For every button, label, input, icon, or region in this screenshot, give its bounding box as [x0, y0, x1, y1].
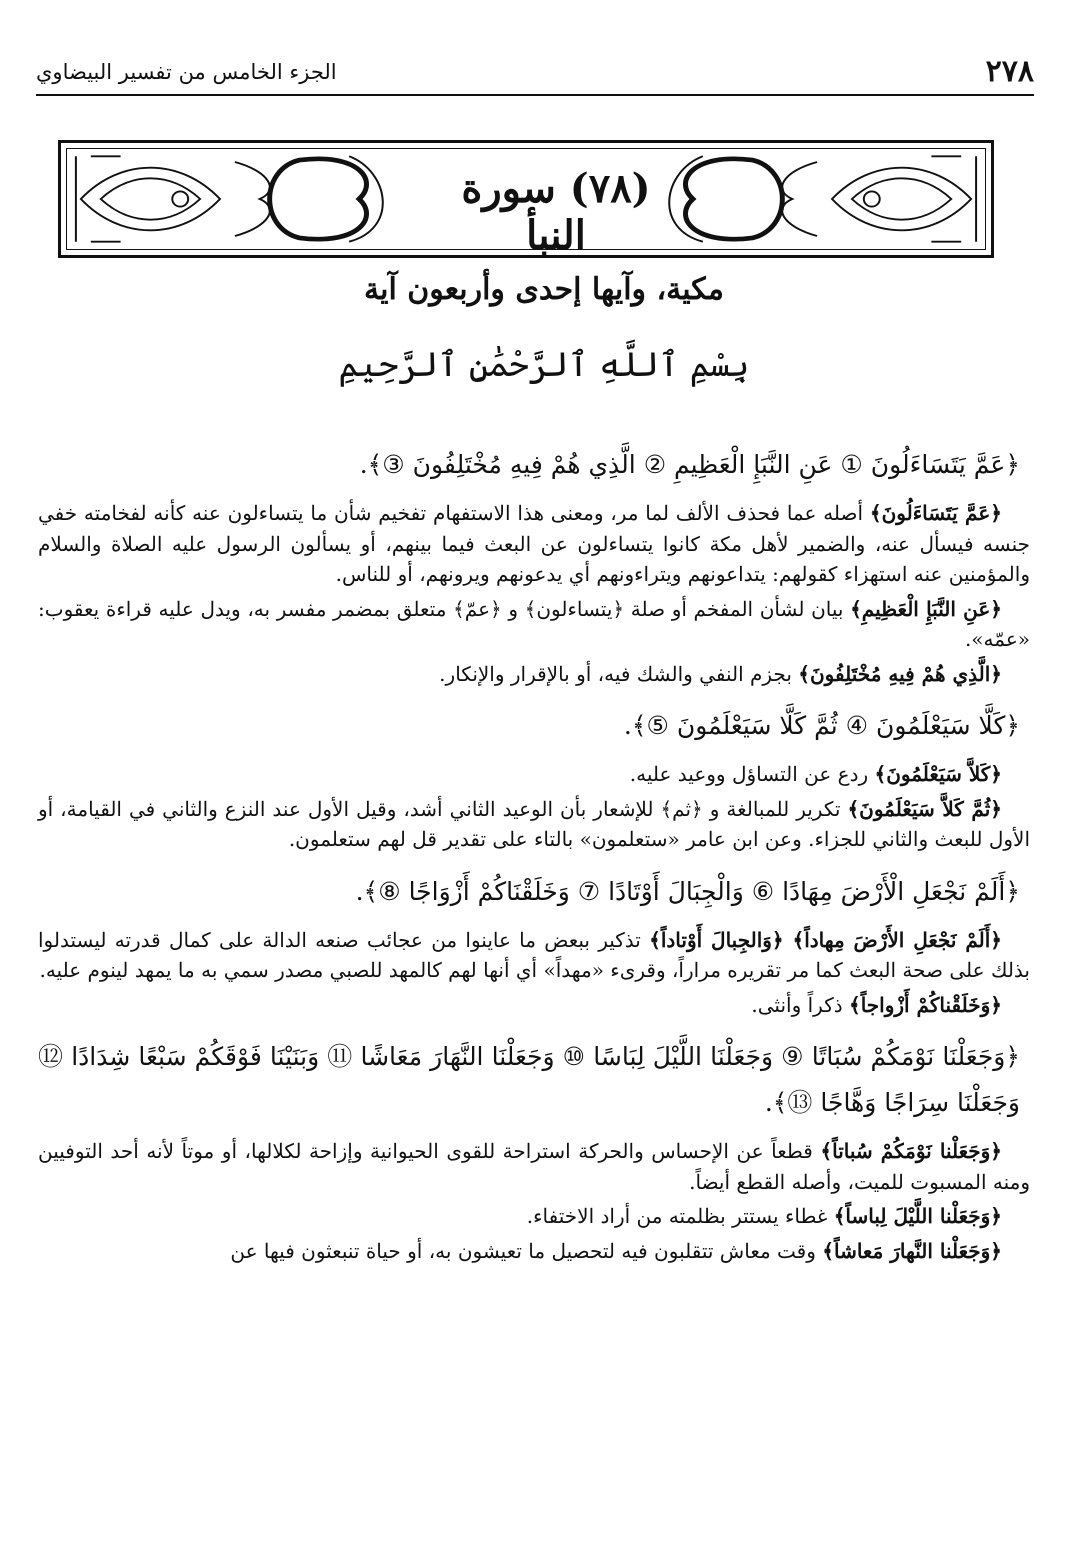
quoted-verse: ﴿كَلاَّ سَيَعْلَمُونَ﴾ [874, 762, 1002, 786]
page-number: ٢٧٨ [985, 54, 1034, 89]
quoted-verse: ﴿وَجَعَلْنا نَوْمَكُمْ سُباتاً﴾ [820, 1139, 1003, 1163]
quoted-verse: ﴿وَخَلَقْناكُمْ أَزْواجاً﴾ [848, 992, 1002, 1017]
commentary-text: ردع عن التساؤل ووعيد عليه. [629, 762, 875, 786]
commentary-text: ذكراً وأنثى. [751, 992, 849, 1017]
verse-line: ﴿أَلَمْ نَجْعَلِ الْأَرْضَ مِهَادًا ⑥ وَالْجِبَالَ أَوْتَادًا ⑦ وَخَلَقْنَاكُمْ أَزْوَاجًا ⑧﴾. [355, 876, 1020, 906]
verse-line: ﴿وَجَعَلْنَا نَوْمَكُمْ سُبَاتًا ⑨ وَجَعَلْنَا اللَّيْلَ لِبَاسًا ⑩ وَجَعَلْنَا النَّهَارَ مَعَاشًا ⑪ وَبَنَيْنَا فَوْقَكُمْ سَبْعًا شِدَادًا ⑫ وَجَعَلْنَا سِرَاجًا وَهَّاجًا ⑬﴾. [38, 1042, 1020, 1117]
commentary-paragraph [38, 1136, 1030, 1197]
commentary-text: أصله عما فحذف الألف لما مر، ومعنى هذا الاستفهام تفخيم شأن ما يتساءلون عنه كأنه لفخامته خفي جنسه فيسأل عنه، والضمير لأهل مكة كانوا يتساءلون عن البعث فيما بينهم، أو يسألون الرسول عليه الصلاة والسلام والمؤمنين عنه استهزاء كقولهم: يتداعونهم ويتراءونهم أي يدعونهم ويرونهم، أو للناس. [38, 501, 1030, 586]
commentary-text: بيان لشأن المفخم أو صلة ﴿يتساءلون﴾ و ﴿عمّ﴾ متعلق بمضمر مفسر به، ويدل عليه قراءة يعقوب: «عمّه». [38, 596, 1030, 651]
running-title: الجزء الخامس من تفسير البيضاوي [36, 60, 337, 84]
header-rule [36, 94, 1034, 96]
quoted-verse: ﴿وَجَعَلْنا النَّهارَ مَعاشاً﴾ [822, 1238, 1002, 1263]
commentary-paragraph [38, 990, 1030, 1021]
commentary-paragraph [38, 925, 1030, 986]
quoted-verse: ﴿أَلَمْ نَجْعَلِ الأَرْضَ مِهاداً﴾ ﴿وَالجِبالَ أَوْتاداً﴾ [649, 927, 1003, 952]
commentary-paragraph [38, 659, 1030, 690]
surah-subtitle: مكية، وآيها إحدى وأربعون آية [364, 272, 724, 307]
surah-title: (٧٨) سورة النبأ [461, 165, 651, 259]
verse-line: ﴿عَمَّ يَتَسَاءَلُونَ ① عَنِ النَّبَإِ الْعَظِيمِ ② الَّذِي هُمْ فِيهِ مُخْتَلِفُونَ ③﴾. [359, 450, 1020, 479]
commentary-text: بجزم النفي والشك فيه، أو بالإقرار والإنكار. [439, 661, 799, 686]
commentary-text: قطعاً عن الإحساس والحركة استراحة للقوى الحيوانية وإزاحة لكلالها، أو موتاً لأنه أحد التوفيين ومنه المسبوت للميت، وأصله القطع أيضاً. [38, 1139, 1030, 1194]
quoted-verse: ﴿عَنِ النَّبَإِ الْعَظِيمِ﴾ [850, 596, 1002, 621]
commentary-paragraph [38, 759, 1030, 790]
commentary-paragraph [38, 1201, 1030, 1232]
surah-banner [58, 140, 994, 258]
quoted-verse: ﴿عَمَّ يَتَسَاءَلُونَ﴾ [869, 501, 1002, 525]
commentary-paragraph [38, 594, 1030, 655]
commentary-text: تكرير للمبالغة و ﴿ثم﴾ للإشعار بأن الوعيد الثاني أشد، وقيل الأول عند النزع والثاني في القيامة، أو الأول للبعث والثاني للجزاء. وعن ابن عامر «ستعلمون» بالتاء على تقدير قل لهم ستعلمون. [38, 796, 1030, 851]
verse-line: ﴿كَلَّا سَيَعْلَمُونَ ④ ثُمَّ كَلَّا سَيَعْلَمُونَ ⑤﴾. [623, 711, 1020, 740]
commentary-text: تذكير ببعض ما عاينوا من عجائب صنعه الدالة على كمال قدرته ليستدلوا بذلك على صحة البعث كما مر تقريره مراراً، وقرىء «مهداً» أي أنها لهم كالمهد للصبي مصدر سمي به ما يمهد لينوم عليه. [38, 927, 1030, 982]
commentary-paragraph [38, 498, 1030, 590]
text-body [38, 428, 1030, 1270]
quoted-verse: ﴿وَجَعَلْنا اللَّيْلَ لِباساً﴾ [833, 1204, 1002, 1228]
commentary-text: وقت معاش تتقلبون فيه لتحصيل ما تعيشون به، أو حياة تنبعثون فيها عن [230, 1238, 823, 1263]
commentary-text: غطاء يستتر بظلمته من أراد الاختفاء. [526, 1204, 834, 1228]
commentary-paragraph [38, 1236, 1030, 1267]
basmala: بِسْمِ ٱللَّهِ ٱلرَّحْمَٰنِ ٱلرَّحِيمِ [338, 345, 750, 385]
quoted-verse: ﴿الَّذِي هُمْ فِيهِ مُخْتَلِفُونَ﴾ [798, 661, 1002, 686]
page-header [36, 52, 1034, 96]
quoted-verse: ﴿ثُمَّ كَلاَّ سَيَعْلَمُونَ﴾ [847, 796, 1003, 821]
commentary-paragraph [38, 794, 1030, 855]
